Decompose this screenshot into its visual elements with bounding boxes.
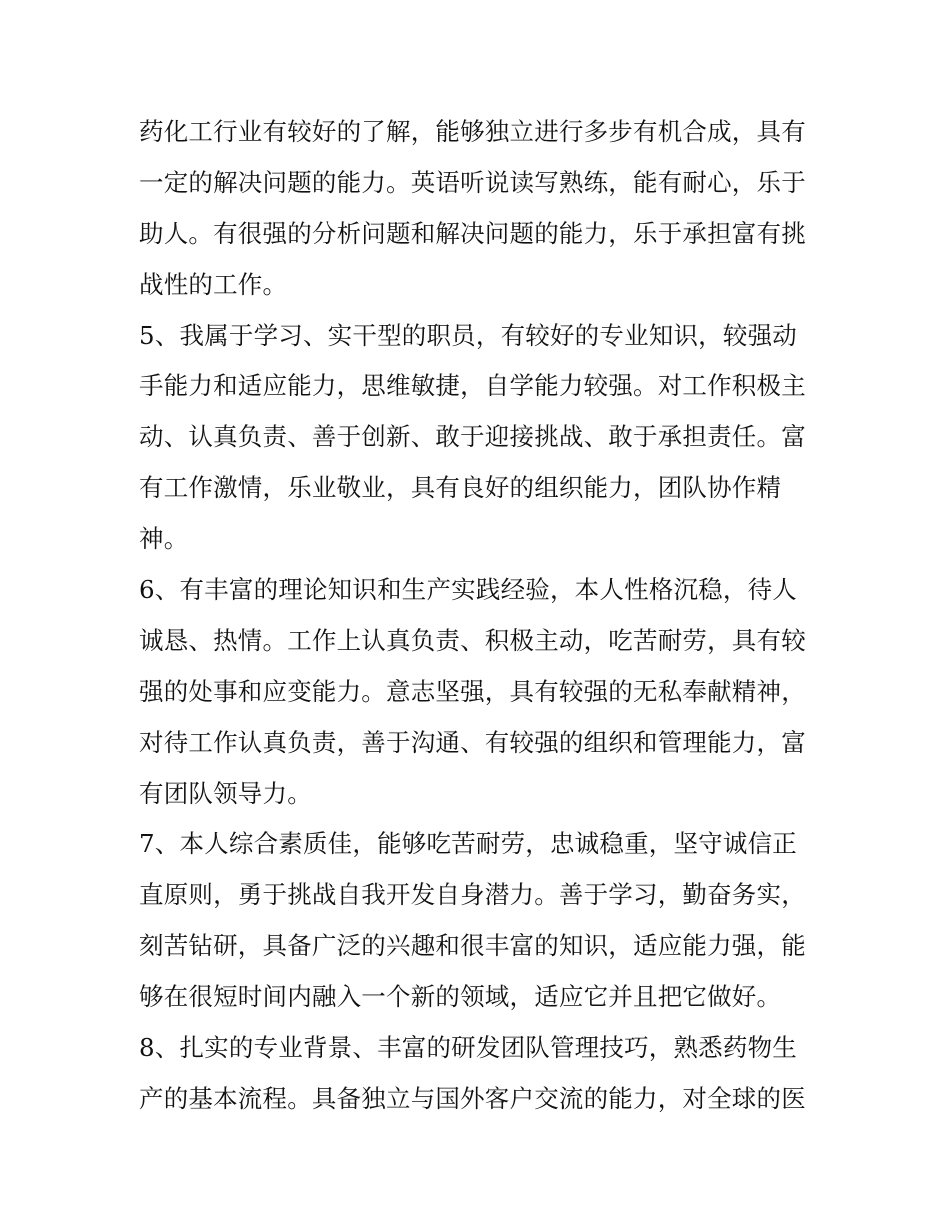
text-line: 够在很短时间内融入一个新的领域，适应它并且把它做好。 [139,982,782,1012]
text-line: 强的处事和应变能力。意志坚强，具有较强的无私奉献精神， [139,676,806,706]
text-line: 战性的工作。 [139,269,288,299]
text-line: 手能力和适应能力，思维敏捷，自学能力较强。对工作积极主 [139,371,806,401]
text-line: 助人。有很强的分析问题和解决问题的能力，乐于承担富有挑 [139,218,806,248]
text-line: 诚恳、热情。工作上认真负责、积极主动，吃苦耐劳，具有较 [139,625,806,655]
text-line: 药化工行业有较好的了解，能够独立进行多步有机合成，具有 [139,117,806,146]
text-line: 8、扎实的专业背景、丰富的研发团队管理技巧，熟悉药物生 [139,1033,797,1063]
text-line: 5、我属于学习、实干型的职员，有较好的专业知识，较强动 [139,320,797,350]
text-line: 6、有丰富的理论知识和生产实践经验，本人性格沉稳，待人 [139,575,797,605]
text-line: 有团队领导力。 [139,778,312,808]
text-line: 刻苦钻研，具备广泛的兴趣和很丰富的知识，适应能力强，能 [139,931,806,961]
text-line: 7、本人综合素质佳，能够吃苦耐劳，忠诚稳重，坚守诚信正 [139,829,797,859]
text-line: 直原则，勇于挑战自我开发自身潜力。善于学习，勤奋务实， [139,880,806,910]
text-line: 动、认真负责、善于创新、敢于迎接挑战、敢于承担责任。富 [139,422,806,452]
text-line: 有工作激情，乐业敬业，具有良好的组织能力，团队协作精 [139,473,782,503]
text-line: 一定的解决问题的能力。英语听说读写熟练，能有耐心，乐于 [139,167,806,197]
document-body [139,107,819,1125]
text-line: 产的基本流程。具备独立与国外客户交流的能力，对全球的医 [139,1083,806,1113]
text-line: 神。 [139,524,189,554]
text-line: 对待工作认真负责，善于沟通、有较强的组织和管理能力，富 [139,727,806,757]
